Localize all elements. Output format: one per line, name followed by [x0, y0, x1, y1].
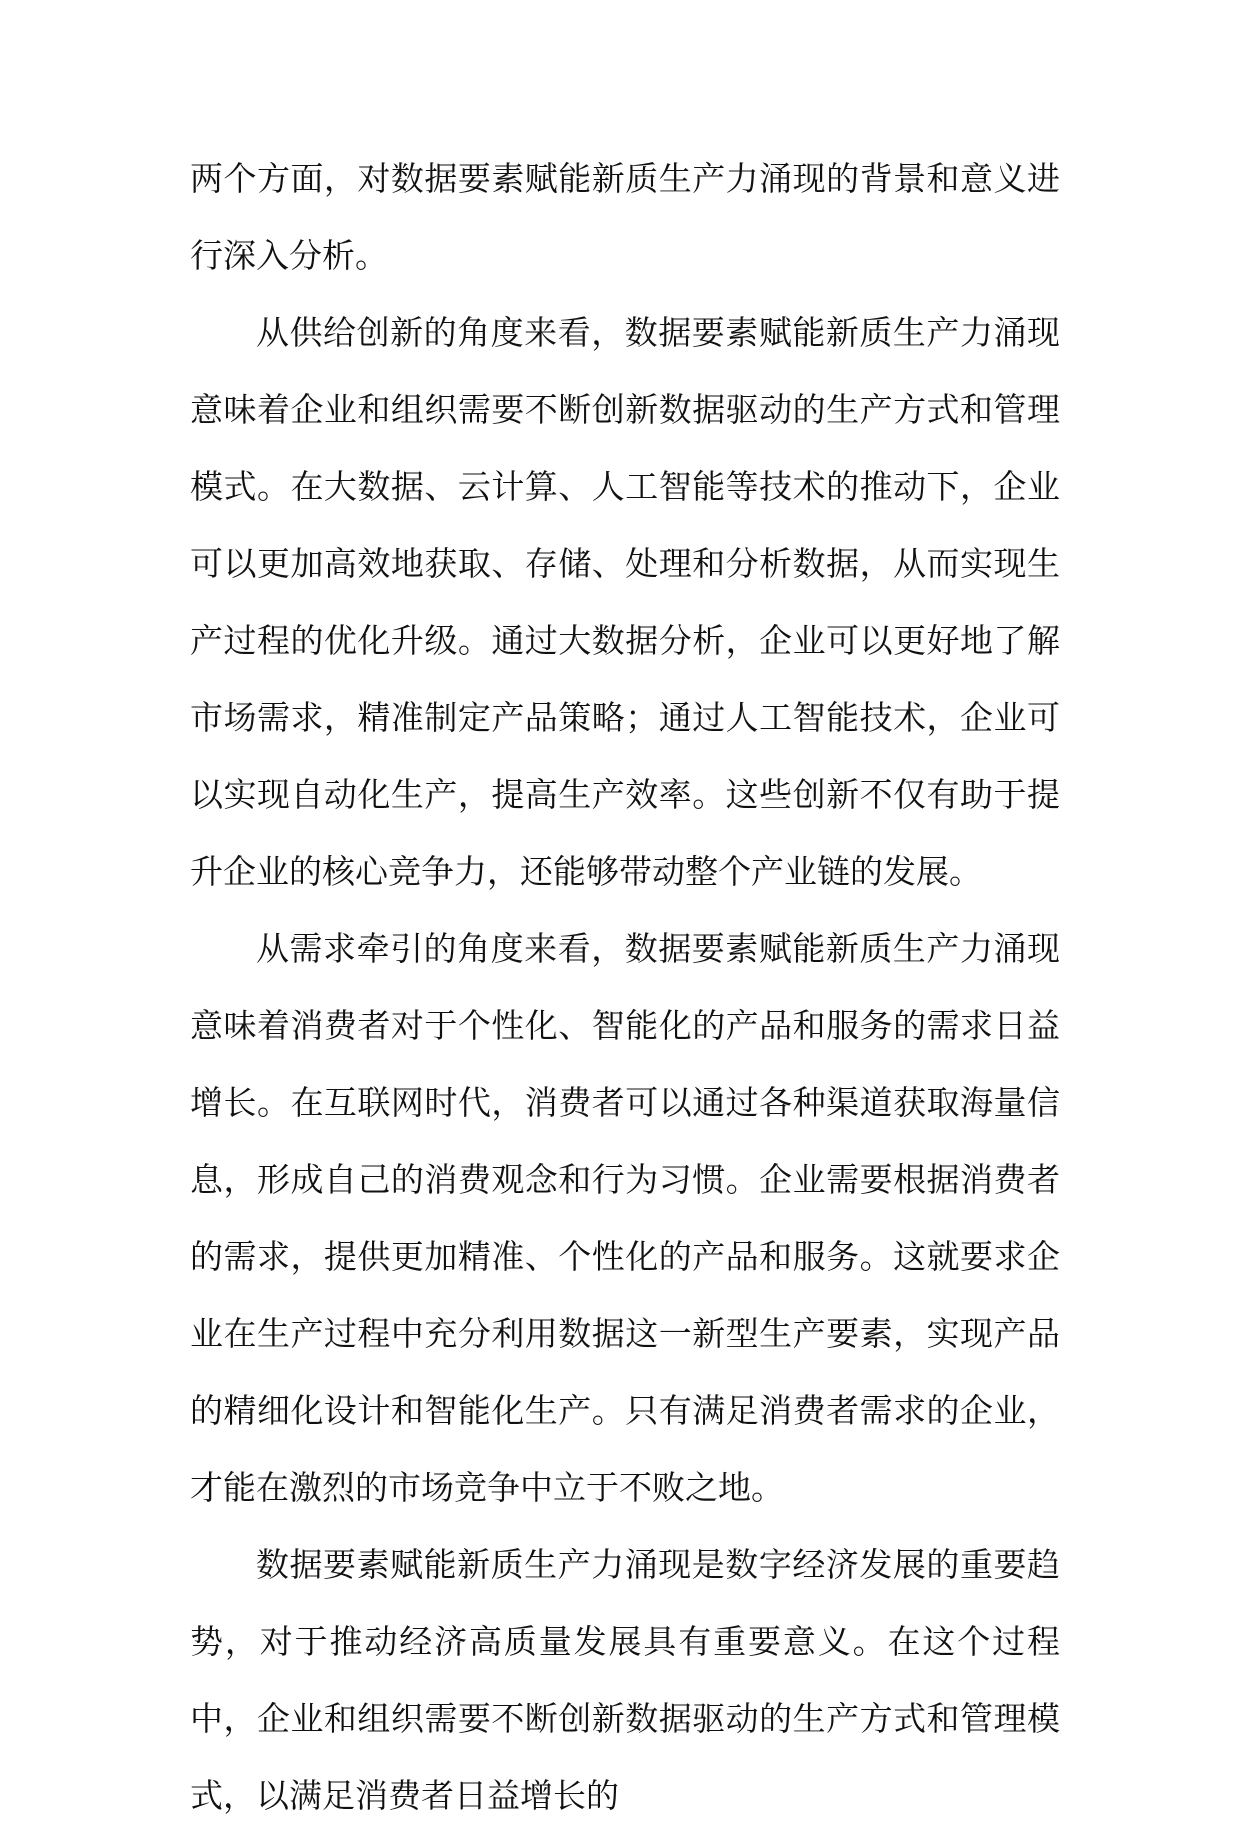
body-text [190, 140, 1060, 1834]
paragraph-2: 从供给创新的角度来看，数据要素赋能新质生产力涌现意味着企业和组织需要不断创新数据驱动的生产方式和管理模式。在大数据、云计算、人工智能等技术的推动下，企业可以更加高效地获取、存储、处理和分析数据，从而实现生产过程的优化升级。通过大数据分析，企业可以更好地了解市场需求，精准制定产品策略；通过人工智能技术，企业可以实现自动化生产，提高生产效率。这些创新不仅有助于提升企业的核心竞争力，还能够带动整个产业链的发展。 [190, 313, 1060, 891]
paragraph-1: 两个方面，对数据要素赋能新质生产力涌现的背景和意义进行深入分析。 [190, 159, 1060, 275]
paragraph-3: 从需求牵引的角度来看，数据要素赋能新质生产力涌现意味着消费者对于个性化、智能化的产品和服务的需求日益增长。在互联网时代，消费者可以通过各种渠道获取海量信息，形成自己的消费观念和行为习惯。企业需要根据消费者的需求，提供更加精准、个性化的产品和服务。这就要求企业在生产过程中充分利用数据这一新型生产要素，实现产品的精细化设计和智能化生产。只有满足消费者需求的企业，才能在激烈的市场竞争中立于不败之地。 [190, 929, 1060, 1507]
paragraph-4: 数据要素赋能新质生产力涌现是数字经济发展的重要趋势，对于推动经济高质量发展具有重要意义。在这个过程中，企业和组织需要不断创新数据驱动的生产方式和管理模式，以满足消费者日益增长的 [190, 1545, 1060, 1815]
